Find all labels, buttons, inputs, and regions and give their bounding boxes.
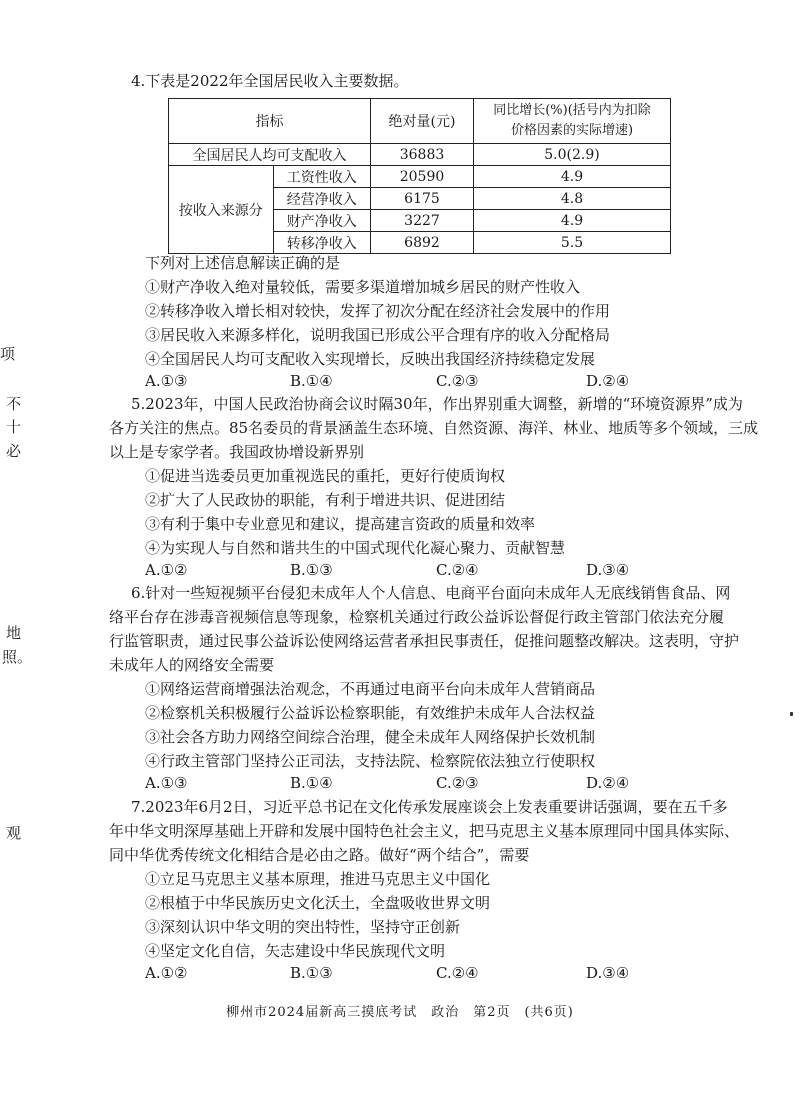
option-c: C.②③ — [436, 774, 479, 792]
statement: ①促进当选委员更加重视选民的重托，更好行使质询权 — [145, 467, 506, 485]
row-amount: 6175 — [371, 188, 474, 210]
margin-fragment: 项 — [0, 345, 16, 363]
statement: ③居民收入来源多样化，说明我国已形成公平合理有序的收入分配格局 — [145, 326, 611, 344]
option-b: B.①④ — [290, 774, 333, 792]
row-amount: 20590 — [371, 166, 474, 188]
statement: ④行政主管部门坚持公正司法，支持法院、检察院依法独立行使职权 — [145, 752, 596, 770]
question-4-intro: 4.下表是2022年全国居民收入主要数据。 — [131, 72, 409, 90]
option-c: C.②④ — [436, 964, 479, 982]
margin-fragment: 十 — [6, 418, 22, 436]
option-b: B.①③ — [290, 561, 333, 579]
question-7-line: 同中华优秀传统文化相结合是必由之路。做好“两个结合”，需要 — [109, 846, 530, 864]
margin-fragment: 地 — [6, 624, 22, 642]
option-a: A.①② — [145, 964, 188, 982]
statement: ③有利于集中专业意见和建议，提高建言资政的质量和效率 — [145, 515, 536, 533]
statement: ②扩大了人民政协的职能，有利于增进共识、促进团结 — [145, 491, 506, 509]
statement: ①立足马克思主义基本原理，推进马克思主义中国化 — [145, 870, 491, 888]
income-data-table — [168, 98, 671, 254]
header-growth — [474, 99, 671, 144]
question-5-line: 各方关注的焦点。85名委员的背景涵盖生态环境、自然资源、海洋、林业、地质等多个领域，三成 — [109, 419, 759, 437]
statement: ②根植于中华民族历史文化沃土，全盘吸收世界文明 — [145, 894, 491, 912]
row-growth: 4.9 — [474, 166, 671, 188]
row-amount: 3227 — [371, 210, 474, 232]
row-amount: 6892 — [371, 232, 474, 254]
header-amount: 绝对量(元) — [371, 99, 474, 144]
option-b: B.①③ — [290, 964, 333, 982]
statement: ③社会各方助力网络空间综合治理，健全未成年人网络保护长效机制 — [145, 728, 596, 746]
table-row — [169, 166, 671, 188]
row-label: 转移净收入 — [273, 232, 370, 254]
option-d: D.②④ — [586, 774, 630, 792]
row-amount: 36883 — [371, 144, 474, 166]
margin-fragment: 照。 — [2, 648, 33, 666]
statement: ②转移净收入增长相对较快，发挥了初次分配在经济社会发展中的作用 — [145, 302, 611, 320]
question-5-line: 5.2023年，中国人民政治协商会议时隔30年，作出界别重大调整，新增的“环境资源界”成为 — [131, 395, 743, 413]
option-d: D.②④ — [586, 372, 630, 390]
header-growth-line-2: 价格因素的实际增速) — [510, 123, 634, 138]
question-6-line: 6.针对一些短视频平台侵犯未成年人个人信息、电商平台面向未成年人无底线销售食品、网 — [131, 584, 731, 602]
option-c: C.②③ — [436, 372, 479, 390]
row-growth: 5.5 — [474, 232, 671, 254]
row-label: 财产净收入 — [273, 210, 370, 232]
option-d: D.③④ — [586, 561, 630, 579]
table-row — [169, 144, 671, 166]
row-growth: 5.0(2.9) — [474, 144, 671, 166]
row-label: 经营净收入 — [273, 188, 370, 210]
option-b: B.①④ — [290, 372, 333, 390]
margin-fragment: 观 — [6, 824, 22, 842]
question-6-line: 未成年人的网络安全需要 — [109, 656, 275, 674]
statement: ②检察机关积极履行公益诉讼检察职能，有效维护未成年人合法权益 — [145, 704, 596, 722]
scan-mark — [790, 712, 793, 716]
question-6-line: 行监管职责，通过民事公益诉讼使网络运营者承担民事责任，促推问题整改解决。这表明，守护 — [109, 632, 740, 650]
statement: ①网络运营商增强法治观念，不再通过电商平台向未成年人营销商品 — [145, 680, 596, 698]
row-label: 全国居民人均可支配收入 — [169, 144, 371, 166]
margin-fragment: 必 — [6, 442, 22, 460]
question-6-line: 络平台存在涉毒音视频信息等现象，检察机关通过行政公益诉讼督促行政主管部门依法充分履 — [109, 608, 725, 626]
header-indicator: 指标 — [169, 99, 371, 144]
question-4-stem: 下列对上述信息解读正确的是 — [145, 254, 341, 272]
header-growth-line-1: 同比增长(%)(括号内为扣除 — [493, 103, 651, 118]
statement: ①财产净收入绝对量较低，需要多渠道增加城乡居民的财产性收入 — [145, 278, 581, 296]
option-d: D.③④ — [586, 964, 630, 982]
statement: ④坚定文化自信，矢志建设中华民族现代文明 — [145, 942, 446, 960]
question-5-line: 以上是专家学者。我国政协增设新界别 — [109, 443, 365, 461]
margin-fragment: 不 — [6, 395, 22, 413]
row-label: 工资性收入 — [273, 166, 370, 188]
row-growth: 4.8 — [474, 188, 671, 210]
row-growth: 4.9 — [474, 210, 671, 232]
question-7-line: 年中华文明深厚基础上开辟和发展中国特色社会主义，把马克思主义基本原理同中国具体实际、 — [109, 822, 740, 840]
question-7-line: 7.2023年6月2日，习近平总书记在文化传承发展座谈会上发表重要讲话强调，要在五千多 — [131, 798, 728, 816]
option-a: A.①③ — [145, 774, 188, 792]
group-label: 按收入来源分 — [169, 166, 274, 254]
option-a: A.①③ — [145, 372, 188, 390]
statement: ④全国居民人均可支配收入实现增长，反映出我国经济持续稳定发展 — [145, 350, 596, 368]
table-header-row — [169, 99, 671, 144]
statement: ④为实现人与自然和谐共生的中国式现代化凝心聚力、贡献智慧 — [145, 539, 566, 557]
page-footer: 柳州市2024届新高三摸底考试 政治 第2页 (共6页) — [226, 1005, 574, 1020]
option-c: C.②④ — [436, 561, 479, 579]
statement: ③深刻认识中华文明的突出特性，坚持守正创新 — [145, 918, 461, 936]
option-a: A.①② — [145, 561, 188, 579]
